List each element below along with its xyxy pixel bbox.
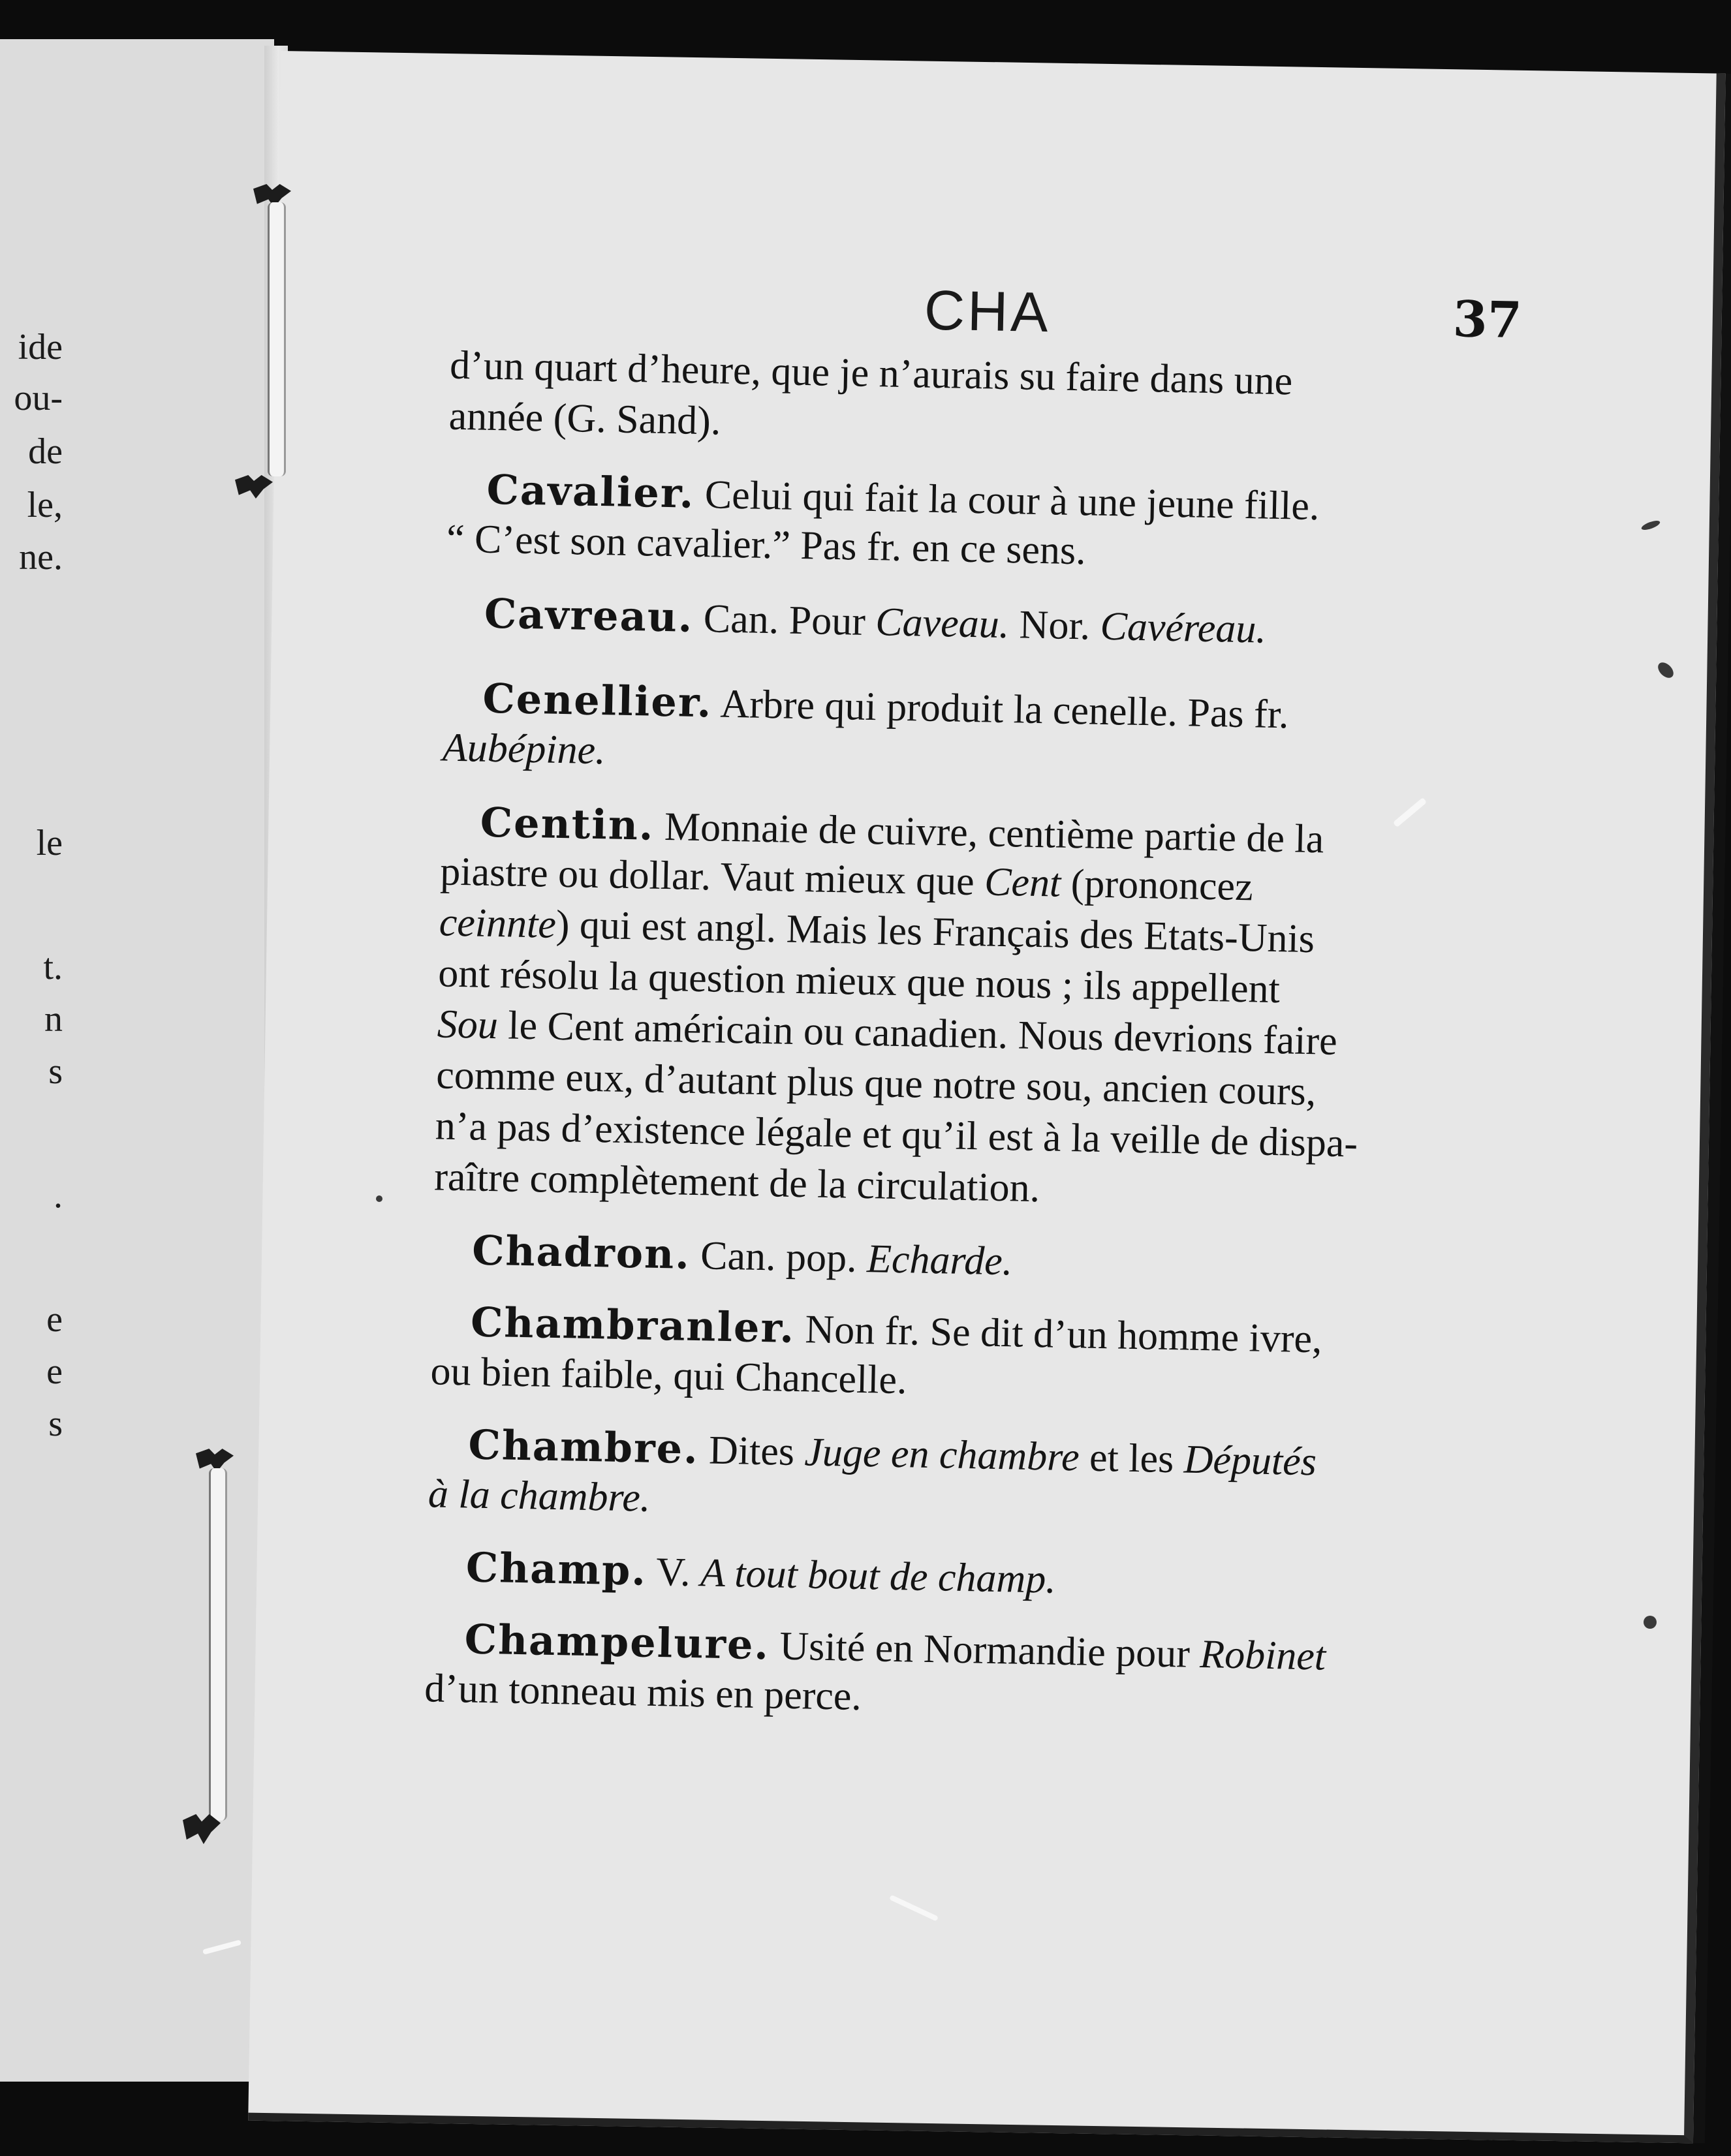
entry-line: d’un tonneau mis en perce. bbox=[424, 1666, 862, 1719]
definition-text: V. bbox=[646, 1549, 701, 1595]
continuation-line: d’un quart d’heure, que je n’aurais su faire dans une bbox=[449, 343, 1293, 404]
definition-text: Can. pop. bbox=[690, 1233, 867, 1282]
definition-italic: ceinnte bbox=[439, 900, 557, 947]
left-margin-fragment: t. bbox=[43, 947, 63, 987]
definition-italic: Députés bbox=[1183, 1437, 1317, 1485]
continuation-line: année (G. Sand). bbox=[448, 393, 721, 444]
entry-line: ou bien faible, qui Chancelle. bbox=[430, 1349, 908, 1403]
definition-text: le Cent américain ou canadien. Nous devrions faire bbox=[497, 1003, 1338, 1064]
definition-text: et les bbox=[1079, 1435, 1185, 1482]
headword: Cavalier. bbox=[486, 465, 696, 517]
definition-italic: Caveau. bbox=[875, 600, 1010, 647]
entry-line: “ C’est son cavalier.” Pas fr. en ce sens. bbox=[446, 516, 1087, 574]
dust-speck bbox=[1644, 1616, 1657, 1629]
definition-text: Dites bbox=[698, 1428, 805, 1475]
definition-italic: A tout bout de champ. bbox=[700, 1550, 1057, 1602]
left-margin-fragment: le, bbox=[27, 485, 63, 525]
left-page-edge bbox=[0, 39, 274, 2082]
left-margin-fragment: s bbox=[48, 1051, 63, 1092]
page-text-block bbox=[324, 0, 1540, 2156]
left-margin-fragment: ide bbox=[18, 327, 63, 367]
left-margin-fragment: ou- bbox=[14, 378, 63, 418]
definition-text: ) qui est angl. Mais les Français des Etats-Unis bbox=[555, 902, 1315, 962]
definition-text: piastre ou dollar. Vaut mieux que bbox=[439, 849, 985, 904]
left-margin-fragment: ne. bbox=[19, 537, 63, 578]
definition-italic: Juge en chambre bbox=[803, 1430, 1080, 1480]
left-margin-fragment: n bbox=[44, 999, 63, 1040]
left-margin-fragment: . bbox=[54, 1175, 63, 1216]
definition-italic: Cent bbox=[984, 859, 1061, 906]
left-margin-fragment: de bbox=[28, 431, 63, 472]
entry-line bbox=[484, 590, 1266, 653]
left-margin-fragment: e bbox=[46, 1299, 63, 1340]
headword: Cavreau. bbox=[484, 589, 694, 641]
definition-text: Arbre qui produit la cenelle. Pas fr. bbox=[711, 681, 1290, 737]
headword: Chadron. bbox=[471, 1226, 691, 1278]
definition-text: Nor. bbox=[1008, 602, 1101, 649]
entry-line: à la chambre. bbox=[428, 1471, 651, 1520]
definition-text: Can. Pour bbox=[693, 596, 876, 645]
entry-line bbox=[465, 1543, 1056, 1603]
left-margin-fragment: s bbox=[48, 1404, 63, 1444]
headword: Chambre. bbox=[467, 1421, 700, 1473]
headword: Champelure. bbox=[464, 1615, 770, 1669]
definition-text: Celui qui fait la cour à une jeune fille. bbox=[694, 472, 1320, 529]
entry-line: raître complètement de la circulation. bbox=[433, 1154, 1040, 1211]
definition-text: Usité en Normandie pour bbox=[769, 1624, 1201, 1677]
left-margin-fragment: le bbox=[36, 823, 63, 863]
definition-italic: Echarde. bbox=[866, 1237, 1013, 1284]
entry-line bbox=[472, 1226, 1014, 1285]
definition-text: (prononcez bbox=[1060, 861, 1254, 910]
entry-line: Aubépine. bbox=[442, 725, 606, 773]
definition-text: Monnaie de cuivre, centième partie de la bbox=[653, 804, 1324, 862]
left-margin-fragment: e bbox=[46, 1351, 63, 1392]
definition-italic: Cavéreau. bbox=[1100, 604, 1267, 652]
binding-thread bbox=[209, 1468, 227, 1821]
entry-line: comme eux, d’autant plus que notre sou, ancien cours, bbox=[435, 1053, 1317, 1115]
page-number: 37 bbox=[1452, 290, 1523, 350]
definition-text: Non fr. Se dit d’un homme ivre, bbox=[794, 1307, 1323, 1362]
entry-line: ont résolu la question mieux que nous ; ils appellent bbox=[437, 951, 1281, 1012]
headword: Champ. bbox=[465, 1543, 647, 1595]
headword: Cenellier. bbox=[482, 674, 713, 727]
headword: Centin. bbox=[480, 798, 655, 850]
entry-line: n’a pas d’existence légale et qu’il est à la veille de dispa- bbox=[435, 1103, 1358, 1166]
definition-italic: Robinet bbox=[1199, 1632, 1326, 1679]
running-head: CHA bbox=[924, 279, 1052, 345]
headword: Chambranler. bbox=[470, 1298, 796, 1353]
binding-thread bbox=[268, 202, 286, 476]
definition-italic: Sou bbox=[437, 1002, 499, 1048]
